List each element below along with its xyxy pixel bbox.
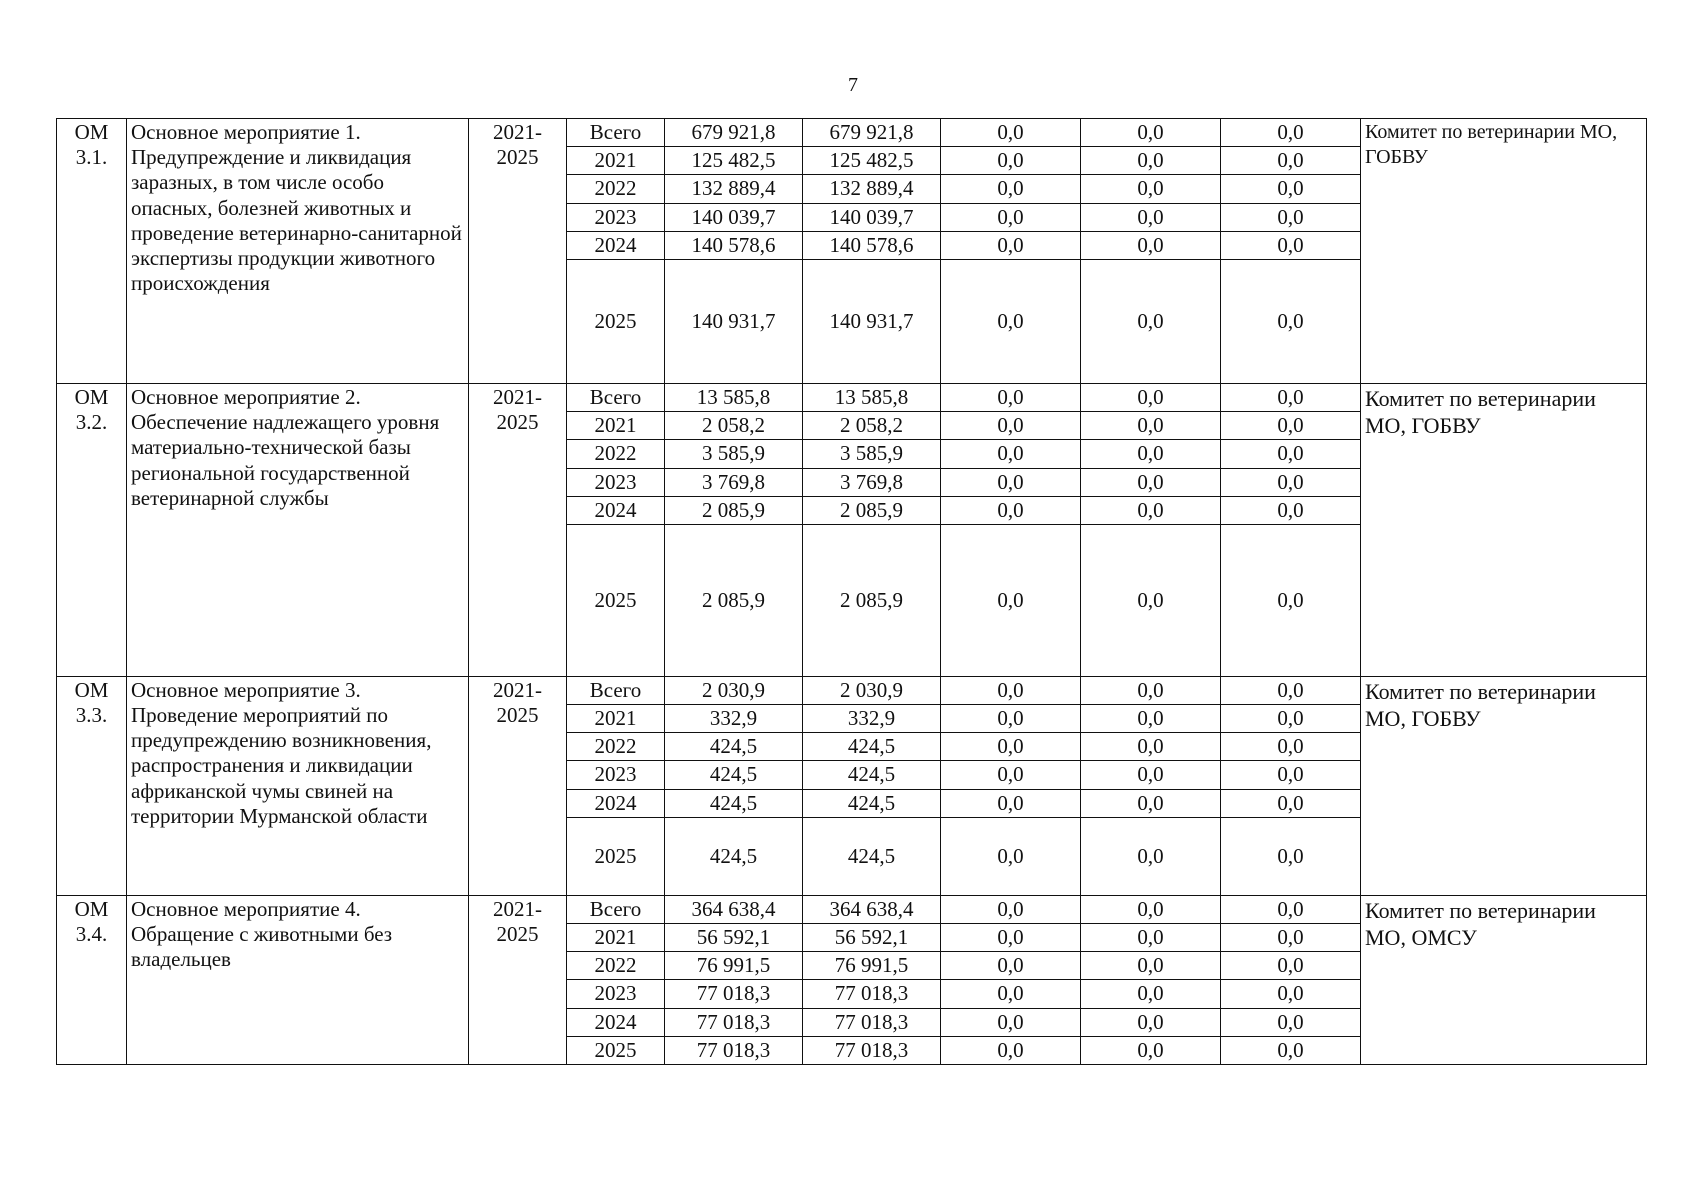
value-cell: 77 018,3 — [803, 980, 941, 1008]
value-cell: 0,0 — [941, 175, 1081, 203]
year-cell: 2024 — [567, 231, 665, 259]
value-cell: 0,0 — [1081, 705, 1221, 733]
value-cell: 0,0 — [941, 468, 1081, 496]
year-cell: 2024 — [567, 789, 665, 817]
measure-executor: Комитет по ветеринарии МО, ГОБВУ — [1361, 676, 1647, 895]
value-cell: 77 018,3 — [665, 1036, 803, 1064]
value-cell: 0,0 — [1221, 383, 1361, 411]
value-cell: 679 921,8 — [665, 119, 803, 147]
value-cell: 0,0 — [1221, 924, 1361, 952]
value-cell: 0,0 — [941, 817, 1081, 895]
measure-period: 2021- 2025 — [469, 383, 567, 676]
value-cell: 0,0 — [1221, 412, 1361, 440]
value-cell: 3 769,8 — [803, 468, 941, 496]
value-cell: 0,0 — [1081, 147, 1221, 175]
year-cell: 2022 — [567, 440, 665, 468]
value-cell: 0,0 — [1221, 761, 1361, 789]
value-cell: 0,0 — [1221, 705, 1361, 733]
value-cell: 0,0 — [1221, 203, 1361, 231]
value-cell: 0,0 — [941, 789, 1081, 817]
value-cell: 0,0 — [1081, 231, 1221, 259]
measure-period: 2021- 2025 — [469, 895, 567, 1064]
year-cell: Всего — [567, 676, 665, 704]
page-number: 7 — [848, 74, 858, 96]
value-cell: 140 039,7 — [803, 203, 941, 231]
value-cell: 0,0 — [941, 412, 1081, 440]
measure-name: Основное мероприятие 2. Обеспечение надлежащего уровня материально-технической базы региональной государственной ветеринарной службы — [127, 383, 469, 676]
value-cell: 0,0 — [1081, 496, 1221, 524]
value-cell: 0,0 — [941, 1008, 1081, 1036]
value-cell: 424,5 — [803, 733, 941, 761]
value-cell: 0,0 — [1221, 817, 1361, 895]
value-cell: 0,0 — [1081, 440, 1221, 468]
value-cell: 0,0 — [941, 259, 1081, 383]
value-cell: 364 638,4 — [665, 895, 803, 923]
value-cell: 140 578,6 — [803, 231, 941, 259]
value-cell: 0,0 — [1221, 147, 1361, 175]
value-cell: 0,0 — [1081, 952, 1221, 980]
value-cell: 332,9 — [665, 705, 803, 733]
value-cell: 0,0 — [941, 119, 1081, 147]
measure-name: Основное мероприятие 3. Проведение мероприятий по предупреждению возникновения, распространения и ликвидации африканской чумы свиней на территории Мурманской области — [127, 676, 469, 895]
value-cell: 0,0 — [1081, 761, 1221, 789]
value-cell: 140 039,7 — [665, 203, 803, 231]
year-cell: Всего — [567, 383, 665, 411]
value-cell: 125 482,5 — [803, 147, 941, 175]
value-cell: 0,0 — [941, 496, 1081, 524]
value-cell: 0,0 — [1221, 175, 1361, 203]
year-cell: 2022 — [567, 952, 665, 980]
value-cell: 2 085,9 — [803, 496, 941, 524]
value-cell: 0,0 — [1081, 383, 1221, 411]
value-cell: 424,5 — [665, 817, 803, 895]
value-cell: 0,0 — [1081, 259, 1221, 383]
value-cell: 0,0 — [941, 1036, 1081, 1064]
measure-name: Основное мероприятие 4. Обращение с животными без владельцев — [127, 895, 469, 1064]
measure-executor: Комитет по ветеринарии МО, ГОБВУ — [1361, 119, 1647, 384]
value-cell: 0,0 — [941, 952, 1081, 980]
year-cell: 2023 — [567, 468, 665, 496]
value-cell: 0,0 — [1081, 1036, 1221, 1064]
value-cell: 0,0 — [941, 231, 1081, 259]
value-cell: 0,0 — [941, 676, 1081, 704]
year-cell: 2025 — [567, 259, 665, 383]
value-cell: 0,0 — [941, 147, 1081, 175]
value-cell: 679 921,8 — [803, 119, 941, 147]
year-cell: Всего — [567, 895, 665, 923]
year-cell: 2025 — [567, 524, 665, 676]
value-cell: 0,0 — [1221, 468, 1361, 496]
value-cell: 0,0 — [941, 203, 1081, 231]
value-cell: 56 592,1 — [803, 924, 941, 952]
table-row — [57, 383, 1647, 411]
value-cell: 0,0 — [1081, 733, 1221, 761]
value-cell: 0,0 — [941, 895, 1081, 923]
value-cell: 0,0 — [941, 440, 1081, 468]
value-cell: 0,0 — [941, 383, 1081, 411]
value-cell: 332,9 — [803, 705, 941, 733]
year-cell: 2024 — [567, 496, 665, 524]
value-cell: 77 018,3 — [803, 1036, 941, 1064]
measure-code: ОМ 3.4. — [57, 895, 127, 1064]
value-cell: 2 030,9 — [665, 676, 803, 704]
table-row — [57, 676, 1647, 704]
value-cell: 0,0 — [1221, 952, 1361, 980]
value-cell: 0,0 — [1221, 676, 1361, 704]
value-cell: 0,0 — [1081, 119, 1221, 147]
value-cell: 77 018,3 — [665, 980, 803, 1008]
value-cell: 0,0 — [941, 733, 1081, 761]
year-cell: Всего — [567, 119, 665, 147]
year-cell: 2021 — [567, 924, 665, 952]
value-cell: 3 769,8 — [665, 468, 803, 496]
value-cell: 0,0 — [1221, 895, 1361, 923]
value-cell: 0,0 — [1221, 440, 1361, 468]
measure-code: ОМ 3.3. — [57, 676, 127, 895]
value-cell: 2 085,9 — [665, 496, 803, 524]
value-cell: 2 085,9 — [665, 524, 803, 676]
value-cell: 0,0 — [1081, 1008, 1221, 1036]
value-cell: 76 991,5 — [665, 952, 803, 980]
year-cell: 2021 — [567, 147, 665, 175]
measure-period: 2021- 2025 — [469, 119, 567, 384]
value-cell: 2 058,2 — [803, 412, 941, 440]
value-cell: 0,0 — [1221, 231, 1361, 259]
value-cell: 13 585,8 — [665, 383, 803, 411]
year-cell: 2025 — [567, 817, 665, 895]
measure-name: Основное мероприятие 1. Предупреждение и ликвидация заразных, в том числе особо опасных, болезней животных и проведение ветеринарно-санитарной экспертизы продукции животного происхождения — [127, 119, 469, 384]
year-cell: 2021 — [567, 412, 665, 440]
value-cell: 77 018,3 — [665, 1008, 803, 1036]
value-cell: 0,0 — [1221, 496, 1361, 524]
value-cell: 0,0 — [1081, 175, 1221, 203]
value-cell: 424,5 — [665, 761, 803, 789]
value-cell: 76 991,5 — [803, 952, 941, 980]
value-cell: 0,0 — [1081, 924, 1221, 952]
value-cell: 125 482,5 — [665, 147, 803, 175]
year-cell: 2025 — [567, 1036, 665, 1064]
program-measures-table — [56, 118, 1647, 1065]
value-cell: 2 085,9 — [803, 524, 941, 676]
value-cell: 0,0 — [1081, 468, 1221, 496]
value-cell: 132 889,4 — [665, 175, 803, 203]
value-cell: 140 578,6 — [665, 231, 803, 259]
value-cell: 0,0 — [1081, 789, 1221, 817]
value-cell: 3 585,9 — [803, 440, 941, 468]
value-cell: 0,0 — [1081, 676, 1221, 704]
value-cell: 0,0 — [1081, 980, 1221, 1008]
value-cell: 0,0 — [1221, 524, 1361, 676]
measure-executor: Комитет по ветеринарии МО, ГОБВУ — [1361, 383, 1647, 676]
value-cell: 0,0 — [941, 980, 1081, 1008]
value-cell: 0,0 — [1221, 980, 1361, 1008]
value-cell: 140 931,7 — [665, 259, 803, 383]
value-cell: 0,0 — [1081, 524, 1221, 676]
value-cell: 3 585,9 — [665, 440, 803, 468]
value-cell: 424,5 — [803, 789, 941, 817]
value-cell: 0,0 — [1221, 789, 1361, 817]
value-cell: 424,5 — [665, 789, 803, 817]
value-cell: 424,5 — [803, 817, 941, 895]
value-cell: 77 018,3 — [803, 1008, 941, 1036]
value-cell: 0,0 — [941, 761, 1081, 789]
value-cell: 424,5 — [803, 761, 941, 789]
value-cell: 364 638,4 — [803, 895, 941, 923]
year-cell: 2022 — [567, 175, 665, 203]
year-cell: 2021 — [567, 705, 665, 733]
value-cell: 424,5 — [665, 733, 803, 761]
measure-executor: Комитет по ветеринарии МО, ОМСУ — [1361, 895, 1647, 1064]
value-cell: 132 889,4 — [803, 175, 941, 203]
value-cell: 13 585,8 — [803, 383, 941, 411]
measure-code: ОМ 3.1. — [57, 119, 127, 384]
value-cell: 0,0 — [1081, 203, 1221, 231]
value-cell: 0,0 — [1081, 412, 1221, 440]
value-cell: 2 030,9 — [803, 676, 941, 704]
value-cell: 0,0 — [941, 705, 1081, 733]
value-cell: 0,0 — [1081, 817, 1221, 895]
year-cell: 2023 — [567, 980, 665, 1008]
value-cell: 140 931,7 — [803, 259, 941, 383]
value-cell: 0,0 — [1221, 1008, 1361, 1036]
value-cell: 56 592,1 — [665, 924, 803, 952]
value-cell: 0,0 — [1221, 733, 1361, 761]
year-cell: 2023 — [567, 761, 665, 789]
value-cell: 0,0 — [1221, 119, 1361, 147]
table-row — [57, 119, 1647, 147]
value-cell: 0,0 — [1221, 259, 1361, 383]
value-cell: 0,0 — [941, 524, 1081, 676]
year-cell: 2023 — [567, 203, 665, 231]
measure-code: ОМ 3.2. — [57, 383, 127, 676]
year-cell: 2024 — [567, 1008, 665, 1036]
value-cell: 0,0 — [1221, 1036, 1361, 1064]
measure-period: 2021- 2025 — [469, 676, 567, 895]
value-cell: 2 058,2 — [665, 412, 803, 440]
table-row — [57, 895, 1647, 923]
year-cell: 2022 — [567, 733, 665, 761]
value-cell: 0,0 — [1081, 895, 1221, 923]
value-cell: 0,0 — [941, 924, 1081, 952]
